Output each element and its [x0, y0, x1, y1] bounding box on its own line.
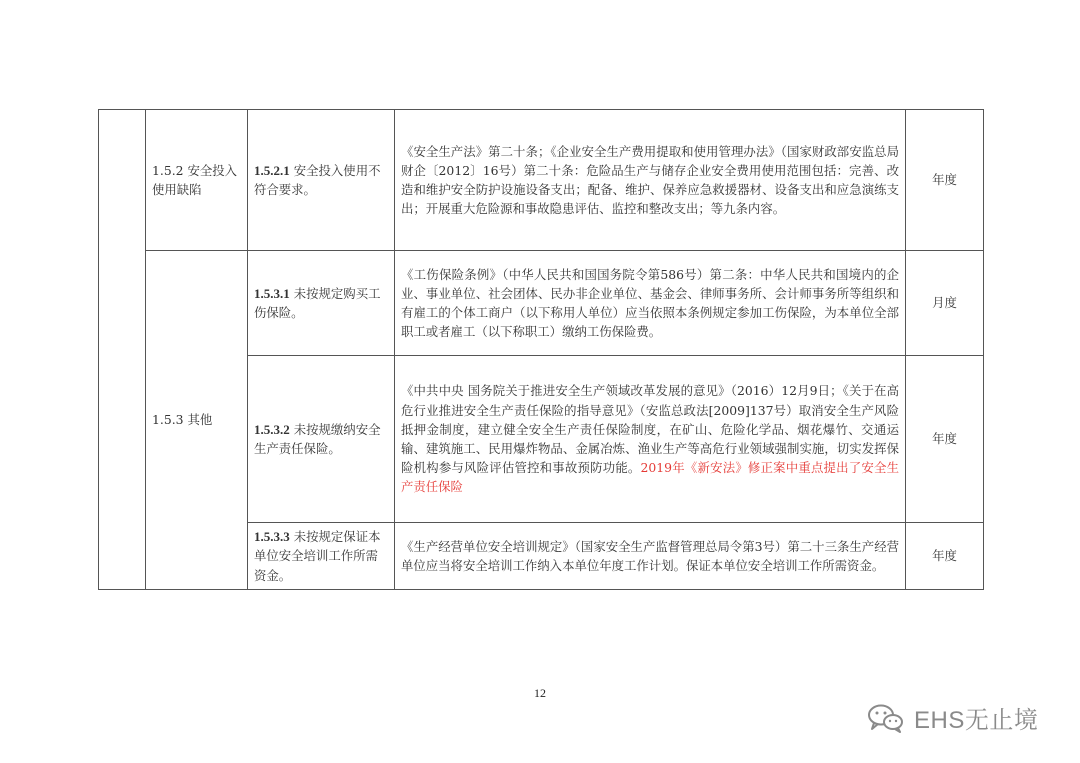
issue-code: 1.5.3.2: [254, 421, 290, 437]
basis-cell: 《安全生产法》第二十条；《企业安全生产费用提取和使用管理办法》（国家财政部安监总局财企〔2012〕16号）第二十条：危险品生产与储存企业安全费用使用范围包括：完善、改造和维护安全防护设施设备支出；配备、维护、保养应急救援器材、设备支出和应急演练支出；开展重大危险源和事故隐患评估、监控和整改支出；等九条内容。: [395, 110, 906, 251]
wechat-icon: [866, 703, 906, 733]
table-row: [99, 110, 984, 251]
issue-cell: [248, 356, 395, 523]
item-cell: 1.5.3 其他: [146, 251, 248, 590]
watermark: [866, 700, 1038, 735]
table-row: [99, 251, 984, 356]
issue-text: 安全投入使用不符合要求。: [254, 162, 381, 197]
issue-code: 1.5.3.3: [254, 529, 290, 545]
issue-code: 1.5.3.1: [254, 285, 290, 301]
frequency-cell: 年度: [906, 523, 984, 590]
basis-text: 《中共中央 国务院关于推进安全生产领域改革发展的意见》（2016）12月9日；《关于在高危行业推进安全生产责任保险的指导意见》（安监总政法[2009]137号）取消安全生产风险抵押金制度，建立健全安全生产责任保险制度，在矿山、危险化学品、烟花爆竹、交通运输、建筑施工、民用爆炸物品、金属冶炼、渔业生产等高危行业领域强制实施，切实发挥保险机构参与风险评估管控和事故预防功能。: [401, 383, 899, 476]
issue-code: 1.5.2.1: [254, 162, 290, 178]
page-number: 12: [534, 686, 546, 700]
issue-text: 未按规缴纳安全生产责任保险。: [254, 421, 381, 456]
issue-text: 未按规定保证本单位安全培训工作所需资金。: [254, 529, 381, 583]
frequency-cell: 年度: [906, 110, 984, 251]
issue-cell: [248, 251, 395, 356]
basis-cell: [395, 356, 906, 523]
safety-inspection-table: [98, 109, 984, 590]
frequency-cell: 年度: [906, 356, 984, 523]
item-cell: 1.5.2 安全投入使用缺陷: [146, 110, 248, 251]
basis-cell: 《生产经营单位安全培训规定》（国家安全生产监督管理总局令第3号）第二十三条生产经营单位应当将安全培训工作纳入本单位年度工作计划。保证本单位安全培训工作所需资金。: [395, 523, 906, 590]
basis-highlight-note: 2019年《新安法》修正案中重点提出了安全生产责任保险: [401, 460, 899, 495]
issue-cell: [248, 110, 395, 251]
basis-cell: 《工伤保险条例》（中华人民共和国国务院令第586号）第二条：中华人民共和国境内的企业、事业单位、社会团体、民办非企业单位、基金会、律师事务所、会计师事务所等组织和有雇工的个体工商户（以下称用人单位）应当依照本条例规定参加工伤保险，为本单位全部职工或者雇工（以下称职工）缴纳工伤保险费。: [395, 251, 906, 356]
issue-cell: [248, 523, 395, 590]
category-cell: [99, 110, 146, 590]
frequency-cell: 月度: [906, 251, 984, 356]
watermark-text: EHS无止境: [914, 707, 1039, 734]
issue-text: 未按规定购买工伤保险。: [254, 285, 381, 320]
